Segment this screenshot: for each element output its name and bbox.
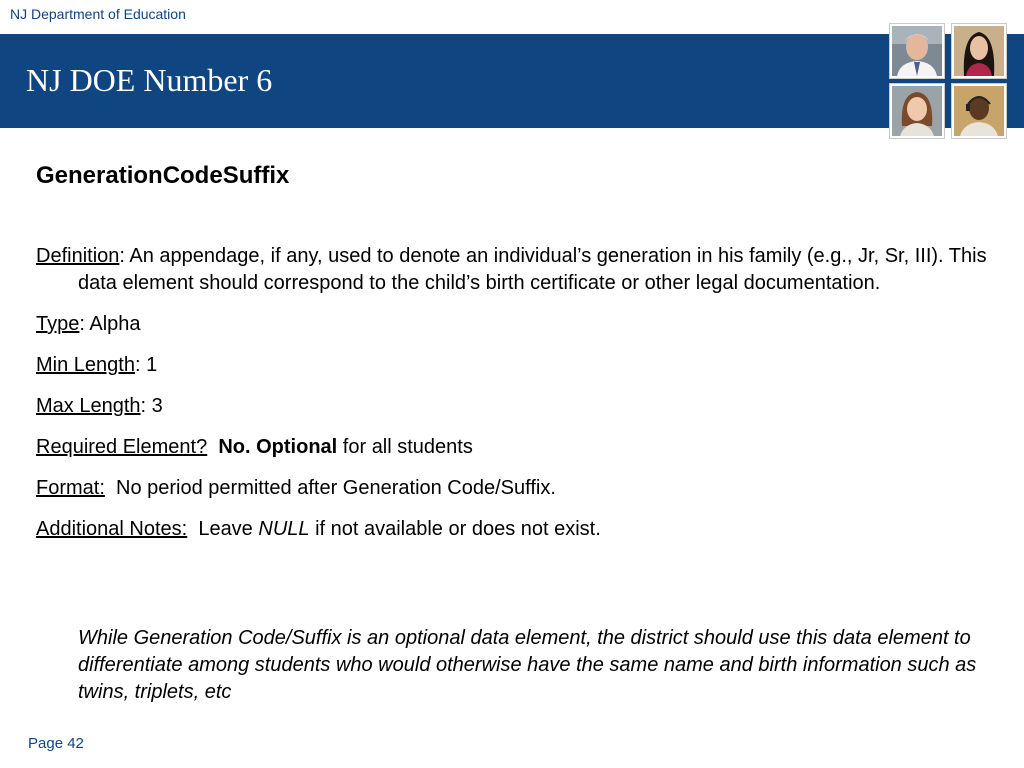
min-length-value: : 1	[134, 354, 158, 376]
min-length-label: Min Length	[36, 354, 135, 376]
notes-row	[36, 516, 996, 543]
required-value: No. Optional	[218, 436, 338, 458]
notes-null: NULL	[258, 518, 310, 540]
required-rest: for all students	[337, 436, 473, 458]
portrait-photo	[952, 84, 1006, 138]
max-length-label: Max Length	[36, 395, 141, 417]
staff-photo-grid	[886, 22, 1010, 142]
slide-title: NJ DOE Number 6	[26, 62, 273, 98]
notes-pre: Leave	[187, 518, 259, 540]
required-label: Required Element?	[36, 436, 208, 458]
format-label: Format:	[36, 477, 105, 499]
notes-post: if not available or does not exist.	[309, 518, 601, 540]
type-label: Type	[36, 313, 80, 335]
org-label: NJ Department of Education	[10, 6, 186, 22]
portrait-photo	[890, 84, 944, 138]
format-value: No period permitted after Generation Code/Suffix.	[104, 477, 556, 499]
required-row	[36, 434, 996, 461]
element-name-heading: GenerationCodeSuffix	[36, 162, 290, 189]
definition-label: Definition	[36, 245, 120, 267]
min-length-row	[36, 352, 996, 379]
portrait-photo	[890, 24, 944, 78]
notes-label: Additional Notes:	[36, 518, 188, 540]
element-details	[36, 243, 996, 557]
type-row	[36, 311, 996, 338]
definition-row	[36, 243, 996, 297]
max-length-row	[36, 393, 996, 420]
type-value: : Alpha	[79, 313, 141, 335]
portrait-photo	[952, 24, 1006, 78]
format-row	[36, 475, 996, 502]
max-length-value: : 3	[140, 395, 163, 417]
page-number: Page 42	[28, 735, 84, 752]
guidance-note: While Generation Code/Suffix is an optional data element, the district should use this data element to differentiate among students who would otherwise have the same name and birth information such as twins, triplets, etc	[78, 627, 977, 703]
definition-text: : An appendage, if any, used to denote an individual’s generation in his family (e.g., Jr, Sr, III). This data element should correspond to the child’s birth certificate or other legal documentation.	[78, 245, 987, 294]
